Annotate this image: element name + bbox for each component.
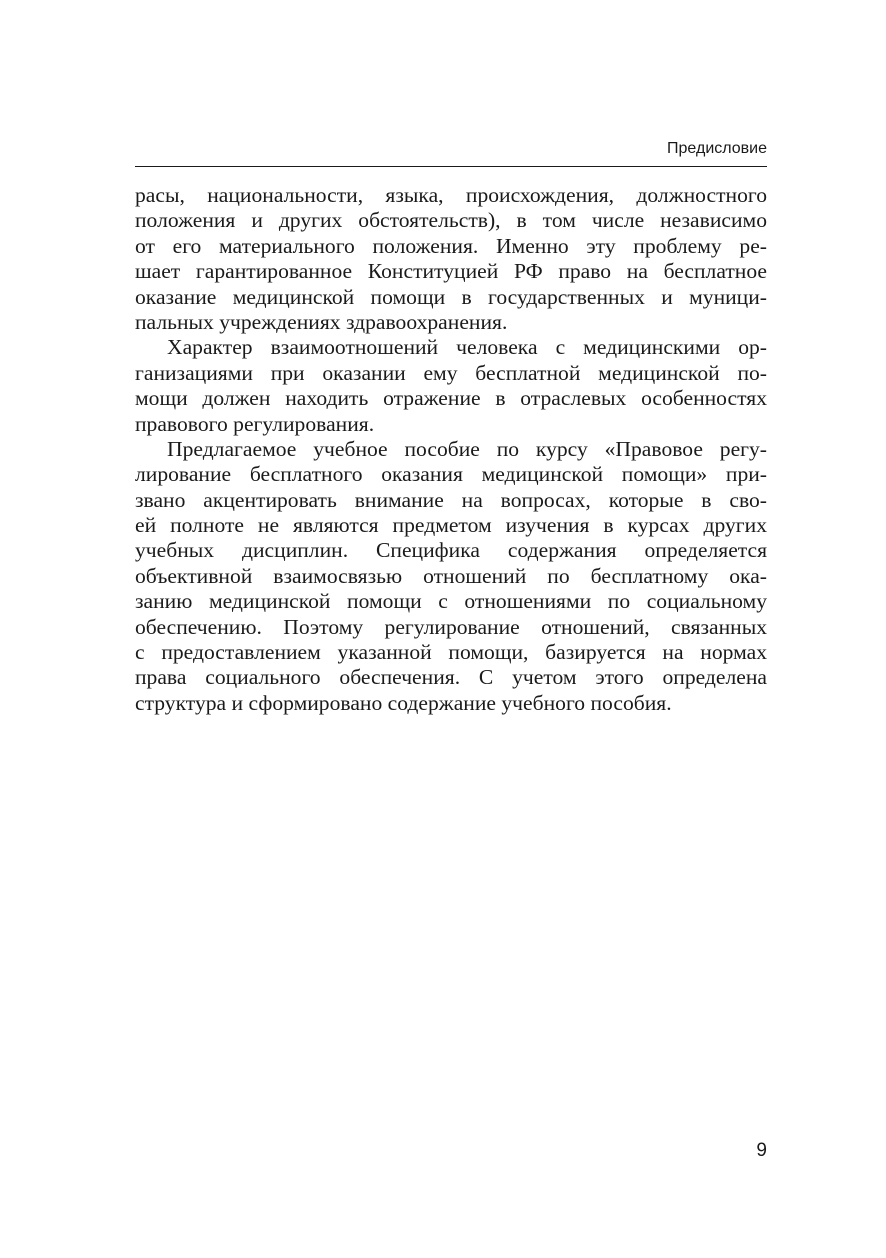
text-line: оказание медицинской помощи в государственных и муници- [135, 284, 767, 309]
text-line: права социального обеспечения. С учетом этого определена [135, 665, 767, 690]
paragraph [135, 183, 767, 335]
running-header [135, 140, 767, 167]
text-line: шает гарантированное Конституцией РФ право на бесплатное [135, 259, 767, 284]
text-line: ей полноте не являются предметом изучения в курсах других [135, 513, 767, 538]
text-line: звано акцентировать внимание на вопросах, которые в сво- [135, 487, 767, 512]
text-line: с предоставлением указанной помощи, базируется на нормах [135, 640, 767, 665]
text-line: положения и других обстоятельств), в том числе независимо [135, 208, 767, 233]
paragraph [135, 437, 767, 716]
text-line: структура и сформировано содержание учебного пособия. [135, 690, 672, 715]
paragraph [135, 335, 767, 437]
text-line: пальных учреждениях здравоохранения. [135, 309, 508, 334]
text-line: расы, национальности, языка, происхождения, должностного [135, 183, 767, 207]
text-line: от его материального положения. Именно эту проблему ре- [135, 233, 767, 258]
text-line: мощи должен находить отражение в отраслевых особенностях [135, 386, 767, 411]
section-title: Предисловие [667, 140, 767, 157]
text-line: лирование бесплатного оказания медицинской помощи» при- [135, 462, 767, 487]
text-line: ганизациями при оказании ему бесплатной медицинской по- [135, 360, 767, 385]
text-line: правового регулирования. [135, 411, 375, 436]
text-line: обеспечению. Поэтому регулирование отношений, связанных [135, 614, 767, 639]
text-line: учебных дисциплин. Специфика содержания определяется [135, 538, 767, 563]
page-number: 9 [756, 1140, 767, 1161]
text-line: Предлагаемое учебное пособие по курсу «Правовое регу- [167, 436, 767, 461]
text-line: занию медицинской помощи с отношениями по социальному [135, 589, 767, 614]
body-text [135, 183, 767, 716]
text-line: объективной взаимосвязью отношений по бесплатному ока- [135, 563, 767, 588]
text-line: Характер взаимоотношений человека с медицинскими ор- [167, 335, 767, 360]
